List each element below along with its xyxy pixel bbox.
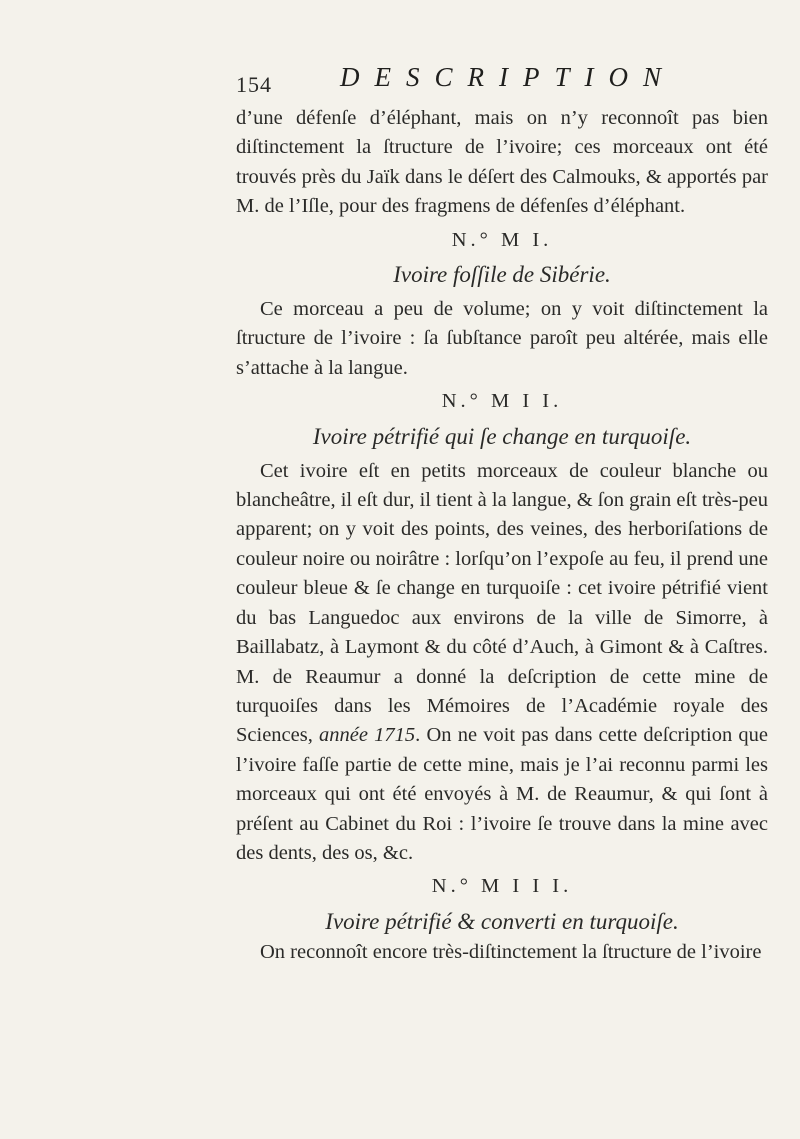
paragraph-continued: d’une défenſe d’éléphant, mais on n’y reconnoît pas bien diſtinctement la ſtructure de l’ivoire; ces morceaux ont été trouvés près du Jaïk dans le déſert des Calmouks, & apportés par M. de l’Iſle, pour des fragmens de défenſes d’éléphant.	[236, 107, 768, 218]
entry-number: N.° M I I.	[441, 390, 563, 413]
entry-number: N.° M I.	[451, 228, 553, 251]
year-reference: année 1715	[319, 724, 416, 747]
entry-paragraph: On reconnoît encore très-diſtinctement la ſtructure de l’ivoire	[260, 940, 762, 963]
entry-title: Ivoire pétrifié & converti en turquoiſe.	[325, 908, 679, 934]
page-header	[236, 62, 756, 106]
paragraph-text: . On ne voit pas dans cette deſcription que l’ivoire faſſe partie de cette mine, mais je l’ai reconnu parmi les morceaux qui ont été envoyés à M. de Reaumur, & qui ſont à préſent au Cabinet du Roi : l’ivoire ſe trouve dans la mine avec des dents, des os, &c.	[236, 724, 769, 864]
page-content	[236, 104, 768, 967]
page-number: 154	[236, 72, 272, 97]
entry-paragraph	[236, 457, 768, 869]
entry-title: Ivoire foſſile de Sibérie.	[393, 262, 611, 288]
running-title: DESCRIPTION	[340, 62, 676, 92]
paragraph-text: Cet ivoire eſt en petits morceaux de couleur blanche ou blancheâtre, il eſt dur, il tient à la langue, & ſon grain eſt très-peu apparent; on y voit des points, des veines, des herboriſations de couleur noire ou noirâtre : lorſqu’on l’expoſe au feu, il prend une couleur bleue & ſe change en turquoiſe : cet ivoire pétrifié vient du bas Languedoc aux environs de la ville de Simorre, à Baillabatz, à Laymont & du côté d’Auch, à Gimont & à Caſtres. M. de Reaumur a donné la deſcription de cette mine de turquoiſes dans les Mémoires de l’Académie royale des Sciences,	[236, 459, 768, 747]
entry-number: N.° M I I I.	[431, 875, 573, 898]
entry-paragraph: Ce morceau a peu de volume; on y voit diſtinctement la ſtructure de l’ivoire : ſa ſubſtance paroît peu altérée, mais elle s’attache à la langue.	[236, 298, 768, 379]
entry-title: Ivoire pétrifié qui ſe change en turquoiſe.	[312, 423, 692, 449]
